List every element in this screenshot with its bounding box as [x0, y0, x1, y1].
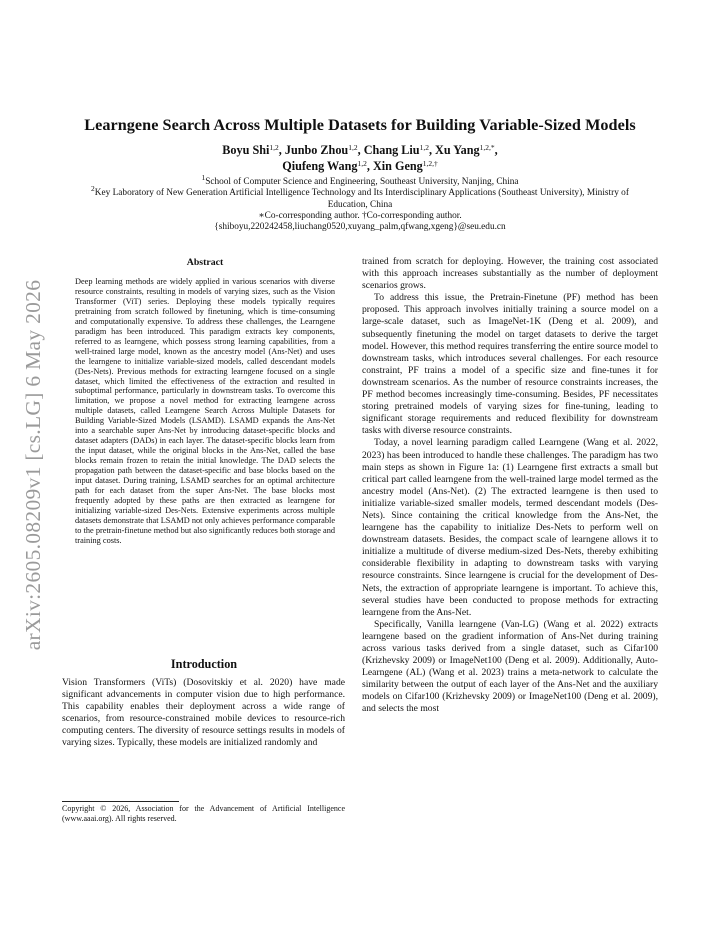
author-name: Boyu Shi: [222, 143, 270, 157]
author-name: Chang Liu: [363, 143, 420, 157]
paragraph: Specifically, Vanilla learngene (Van-LG) (Wang et al. 2022) extracts learngene based on the gradient information of Ans-Net during training across various tasks derived from a single dataset, such as Cifar100 (Krizhevsky 2009) or ImageNet100 (Deng et al. 2009). Additionally, Auto-Learngene (AL) (Wang et al. 2023) trains a meta-network to calculate the similarity between the output of each layer of the Ans-Net and the auxiliary models on Cifar100 (Krizhevsky 2009) or ImageNet100 (Deng et al. 2009), and selects the most: [362, 618, 658, 715]
author-affiliation-mark: 1,2: [419, 143, 429, 152]
paragraph: trained from scratch for deploying. However, the training cost associated with this approach increases substantially as the number of deployment scenarios grows.: [362, 256, 658, 292]
author-name: Xu Yang: [435, 143, 480, 157]
copyright-notice: Copyright © 2026, Association for the Advancement of Artificial Intelligence (www.aaai.org). All rights reserved.: [62, 804, 345, 824]
arxiv-sidebar-identifier: arXiv:2605.08209v1 [cs.LG] 6 May 2026: [21, 279, 45, 651]
author-name: Xin Geng: [372, 159, 423, 173]
corresponding-author-note: ∗Co-corresponding author. †Co-corresponding author.: [258, 210, 462, 221]
paragraph: Today, a novel learning paradigm called Learngene (Wang et al. 2022, 2023) has been introduced to handle these challenges. The paradigm has two main steps as shown in Figure 1a: (1) Learngene first extracts a small but critical part called learngene from the well-trained large model termed as the ancestry model (Ans-Net). (2) The extracted learngene is then used to initialize variable-sized smaller models, termed descendant models (Des-Nets). Since containing the critical knowledge from the Ans-Net, the learngene has the capability to initialize Des-Nets to perform well on downstream datasets. Besides, the compact scale of learngene allows it to initialize a multitude of diverse medium-sized Des-Nets, thereby exhibiting considerable flexibility in adapting to downstream tasks with varying resource constraints. Since learngene is crucial for the development of Des-Nets, the extraction of appropriate learngene is important. To achieve this, several studies have been conducted to propose methods for extracting learngene from the Ans-Net.: [362, 437, 658, 618]
paper-title: Learngene Search Across Multiple Datasets for Building Variable-Sized Models: [84, 116, 636, 134]
author-name: Qiufeng Wang: [282, 159, 358, 173]
author-affiliation-mark: 1,2: [357, 159, 367, 168]
author-affiliation-mark: 1,2: [269, 143, 279, 152]
author-list: Boyu Shi$^{1,2}$, Junbo Zhou$^{1,2}$, Chang Liu$^{1,2}$, Xu Yang$^{1,2,*}$, Qiufeng Wang$^{1,2}$, Xin Geng$^{1,2,\dagger}$: [222, 143, 498, 173]
affiliation-2: $^2$Key Laboratory of New Generation Artificial Intelligence Technology and Its Interdisciplinary Applications (Southeast University), Ministry of Education, China: [91, 184, 629, 210]
footnote-rule: [62, 801, 179, 802]
affiliation-1: $^1$School of Computer Science and Engineering, Southeast University, Nanjing, China: [201, 173, 519, 187]
paragraph: To address this issue, the Pretrain-Finetune (PF) method has been proposed. This approach involves initially training a source model on a large-scale dataset, such as ImageNet-1K (Deng et al. 2009), and subsequently finetuning the model on target datasets to derive the target model. However, this method requires transferring the entire source model to downstream tasks, which introduces several challenges. For each resource constraint, PF trains a model of a specific size and fine-tunes it for downstream scenarios. As the number of resource constraints increases, the PF method becomes increasingly time-consuming. Besides, PF necessitates storing pretrained models of varying sizes for fine-tuning, leading to significant storage requirements and reduced flexibility for downstream tasks with diverse resource constraints.: [362, 292, 658, 437]
author-affiliation-mark: 1,2,†: [422, 159, 438, 168]
right-column-text: [362, 256, 658, 716]
introduction-heading: Introduction: [170, 657, 238, 671]
author-affiliation-mark: 1,2: [348, 143, 358, 152]
abstract-text: Deep learning methods are widely applied in various scenarios with diverse resource constraints, resulting in models of varying sizes, such as the Vision Transformer (ViT) series. Deploying these models typically requires pretraining from scratch followed by finetuning, which is time-consuming and computationally expensive. To address these challenges, the Learngene paradigm has been introduced. This paradigm extracts key components, referred to as learngene, which possess strong learning capabilities, from a well-trained large model, known as the ancestry model (Ans-Net) and uses the learngene to initialize variable-sized models, called descendant models (Des-Nets). Previous methods for extracting learngene focused on a single dataset, which limited the effectiveness of the extraction and resulted in suboptimal performance, particularly in downstream tasks. To overcome this limitation, we propose a novel method for extracting learngene across multiple datasets, called Learngene Search Across Multiple Datasets for Building Variable-Sized Models (LSAMD). LSAMD expands the Ans-Net into a searchable super Ans-Net by introducing dataset-specific blocks and dataset adapters (DADs) in each layer. The dataset-specific blocks learn from the input dataset, while the original blocks in the Ans-Net, called the base blocks remain frozen to retain the initial knowledge. The DAD selects the propagation path between the dataset-specific and base blocks based on the input dataset. During training, LSAMD searches for an optimal architecture path for each dataset from the super Ans-Net. The base blocks most frequently adopted by these paths are then extracted as learngene for initializing variable-sized Des-Nets. Extensive experiments across multiple datasets demonstrate that LSAMD not only achieves performance comparable to the pretrain-finetune method but also significantly reduces both storage and training costs.: [75, 277, 335, 545]
affiliations: [70, 173, 650, 233]
affiliation-mark: 1: [201, 173, 206, 182]
author-affiliation-mark: 1,2,*: [479, 143, 495, 152]
author-emails: {shiboyu,220242458,liuchang0520,xuyang_palm,qfwang,xgeng}@seu.edu.cn: [214, 222, 506, 233]
affiliation-mark: 2: [91, 184, 95, 194]
abstract-heading: Abstract: [186, 257, 224, 268]
introduction-text: Vision Transformers (ViTs) (Dosovitskiy et al. 2020) have made significant advancements in computer vision due to high performance. This capability enables their deployment across a wide range of scenarios, from resource-constrained mobile devices to resource-rich computing centers. The diversity of resource settings results in models of varying sizes. Typically, these models are initialized randomly and: [62, 677, 345, 749]
author-name: Junbo Zhou: [284, 143, 349, 157]
